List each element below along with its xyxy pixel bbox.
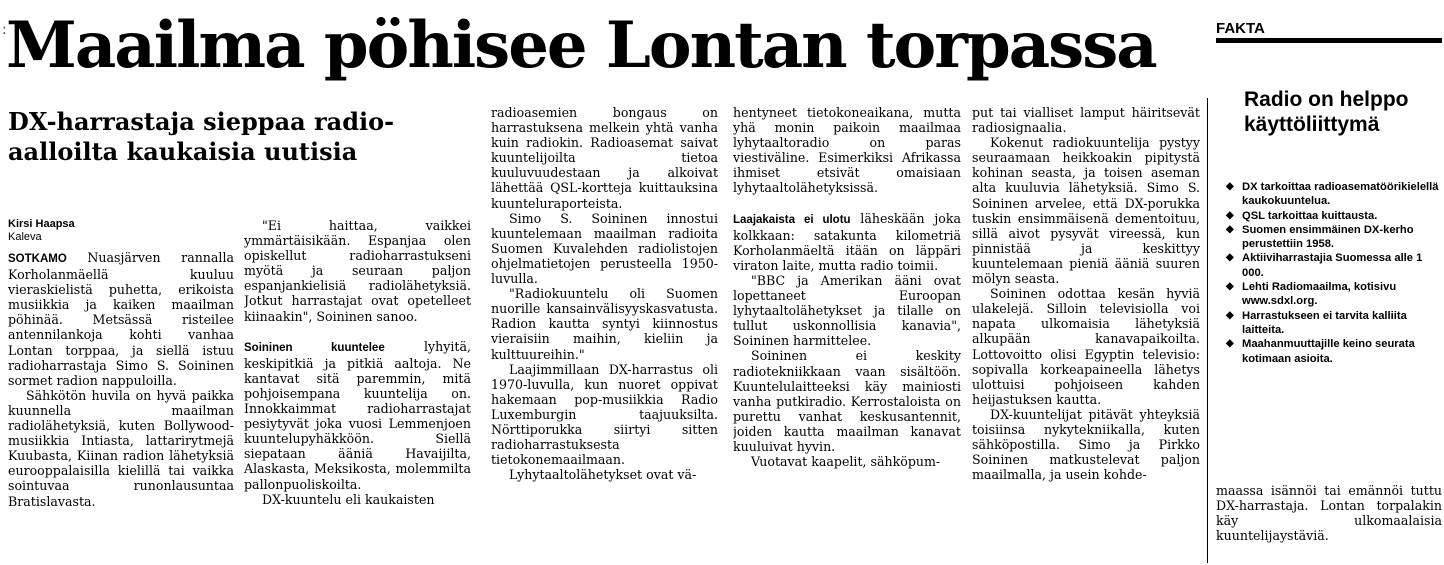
fakta-item: [1226, 280, 1440, 309]
paragraph: maassa isännöi tai emännöi tuttu DX-harrastaja. Lontan torpalakin käy ulkomaalaisia kuuntelijaystäviä.: [1216, 483, 1442, 544]
paragraph: Sähkötön huvila on hyvä paikka kuunnella maailman radiolähetyksiä, kuten Bollywood-musiikkia Intiasta, lattarirytmejä Kuubasta, Kiinan radion lähetyksiä eurooppalaisilla kielillä tai vaikka sointuvaa runonlausuntaa Bratislavasta.: [8, 387, 234, 509]
fakta-item-text: Aktiiviharrastajia Suomessa alle 1 000.: [1242, 252, 1423, 279]
fakta-item: [1226, 209, 1440, 223]
fakta-item: [1226, 251, 1440, 280]
paragraph: läheskään joka kolkkaan: satakunta kilometriä Korholanmäeltä itään on läppäri viraton laite, mutta radio toimii.: [733, 210, 961, 273]
paragraph: DX-kuuntelijat pitävät yhteyksiä toisiinsa nykytekniikalla, kuten sähköpostilla. Simo ja Pirkko Soininen matkustelevat paljon maailmalla, ja usein kohde-: [972, 406, 1200, 483]
diamond-bullet-icon: ◆: [1226, 223, 1234, 235]
paragraph: Lyhytaaltolähetykset ovat vä-: [509, 467, 697, 483]
subheadline: DX-harrastaja sieppaa radio-aalloilta kaukaisia uutisia: [8, 107, 395, 166]
article-column-5: [972, 105, 1200, 563]
article-column-4: [733, 105, 961, 563]
paragraph: Nuasjärven rannalla Korholanmäellä kuuluu vieraskielistä puhetta, erikoista musiikkia ja kaiken maailman pöhinää. Metsässä risteilee antennilankoja kohti vanhaa Lontan torppaa, ja siellä istuu radioharrastaja Simo S. Soininen sormet radion nappuloilla.: [8, 250, 234, 388]
fakta-label: FAKTA: [1216, 20, 1265, 37]
fakta-item: [1226, 309, 1440, 338]
crosshead: Soininen kuuntelee: [244, 341, 385, 354]
fakta-item-text: QSL tarkoittaa kuittausta.: [1242, 209, 1378, 222]
author-outlet: Kaleva: [8, 231, 42, 243]
fakta-title: Radio on helppo käyttöliittymä: [1244, 88, 1409, 136]
paragraph: Soininen odottaa kesän hyviä ulakelejä. Silloin televisiolla voi napata ulkomaisia lähetyksiä alkupään kanavapaikoilta. Lottovoitto olisi Egyptin televisio: sopivalla korkeapaineella lähetys ulottuisi pohjoiseen kahden heijastuksen kautta.: [972, 286, 1200, 407]
paragraph: put tai vialliset lamput häiritsevät radiosignaalia.: [972, 105, 1200, 136]
diamond-bullet-icon: ◆: [1226, 338, 1234, 350]
fakta-item: [1226, 223, 1440, 252]
article-column-3: [491, 105, 718, 563]
paragraph: Vuotavat kaapelit, sähköpum-: [751, 454, 941, 470]
article-column-2: [244, 218, 471, 563]
article-column-1: [8, 250, 234, 562]
diamond-bullet-icon: ◆: [1226, 281, 1234, 293]
fakta-item-text: Suomen ensimmäinen DX-kerho perustettiin 1958.: [1242, 223, 1414, 251]
paragraph: "BBC ja Amerikan ääni ovat lopettaneet Euroopan lyhytaaltolähetykset ja tilalle on tullut uskonnollisia kanavia", Soininen harmittelee.: [733, 272, 961, 349]
dateline: SOTKAMO: [8, 253, 67, 265]
paragraph: "Ei haittaa, vaikkei ymmärtäisikään. Espanjaa olen opiskellut radioharrastukseni myötä ja seuraan paljon espanjankielisiä radiolähetyksiä. Jotkut harrastajat ovat opetelleet kiinaakin", Soininen sanoo.: [244, 218, 471, 324]
fakta-item-text: Lehti Radiomaailma, kotisivu www.sdxl.org.: [1242, 281, 1397, 308]
paragraph: Simo S. Soininen innostui kuuntelemaan maailman radioita Suomen Kuvalehden radiolistojen ohjelmatietojen perusteella 1950-luvulla.: [491, 210, 718, 287]
headline: Maailma pöhisee Lontan torpassa: [6, 8, 1156, 83]
fakta-item: [1226, 337, 1440, 366]
author-name: Kirsi Haapsa: [8, 218, 75, 230]
margin-mark: :: [2, 22, 7, 38]
diamond-bullet-icon: ◆: [1226, 209, 1234, 221]
fakta-item-text: Harrastukseen ei tarvita kalliita laitteita.: [1242, 309, 1407, 336]
fakta-item: [1226, 180, 1440, 209]
fakta-item-text: Maahanmuuttajille keino seurata kotimaan asioita.: [1242, 338, 1415, 365]
paragraph: Laajimmillaan DX-harrastus oli 1970-luvulla, kun nuoret oppivat hakemaan pop-musiikkia Radio Luxemburgin taajuuksilta. Nörttiporukka siirtyi sitten radioharrastuksesta tietokonemaailmaan.: [491, 361, 718, 468]
fakta-rule: [1216, 38, 1442, 43]
diamond-bullet-icon: ◆: [1226, 252, 1234, 264]
paragraph: DX-kuuntelu eli kaukaisten: [262, 491, 435, 507]
byline: [8, 218, 248, 244]
fakta-list: [1226, 180, 1440, 366]
paragraph: "Radiokuuntelu oli Suomen nuorille kansainvälisyyskasvatusta. Radion kautta syntyi kiinnostus vieraisiin maihin, kieliin ja kulttuureihin.": [491, 286, 718, 362]
paragraph: Soininen ei keskity radiotekniikkaan vaan sisältöön. Kuuntelulaitteeksi käy mainiosti vanha putkiradio. Kerrostaloista on purettu vanhat keskusantennit, joiden kautta maailman kanavat kuuluivat hyvin.: [733, 348, 961, 454]
paragraph: hentyneet tietokoneaikana, mutta yhä monin paikoin maailmaa lyhytaaltoradio on paras viestiväline. Esimerkiksi Afrikassa ihmiset etsivät omaisiaan lyhytaaltolähetyksissä.: [733, 105, 961, 196]
paragraph: radioasemien bongaus on harrastuksena melkein yhtä vanha kuin radiokin. Radioasemat saivat kuuntelijoilta tietoa kuuluvuudestaan ja alkoivat lähettää QSL-kortteja kuittauksina kuunteluraporteista.: [491, 105, 718, 211]
fakta-item-text: DX tarkoittaa radioasematöörikielellä kaukokuuntelua.: [1242, 181, 1439, 208]
article-column-6: [1216, 483, 1442, 563]
sidebar-divider: [1207, 98, 1208, 563]
diamond-bullet-icon: ◆: [1226, 309, 1234, 321]
crosshead: Laajakaista ei ulotu: [733, 213, 851, 226]
paragraph: Kokenut radiokuuntelija pystyy seuraamaan heikkoakin pipitystä kohinan seasta, ja toisen aseman alta kuuluvia lähetyksiä. Simo S. Soininen arvelee, että DX-porukka tuskin ensimmäisenä dementoituu, sillä aivot pysyvät vireessä, kun pinnistää ja keskittyy kuuntelemaan pieniä ääniä suuren mölyn seasta.: [972, 135, 1200, 287]
paragraph: lyhyitä, keskipitkiä ja pitkiä aaltoja. Ne kantavat sitä paremmin, mitä pohjoisempana kuuntelija on. Innokkaimmat radioharrastajat pesiytyvät joka vuosi Lemmenjoen kuuntelupyhäkköön. Siellä siepataan ääniä Havaijilta, Alaskasta, Meksikosta, molemmilta pallonpuoliskoilta.: [244, 338, 471, 492]
diamond-bullet-icon: ◆: [1226, 181, 1234, 192]
